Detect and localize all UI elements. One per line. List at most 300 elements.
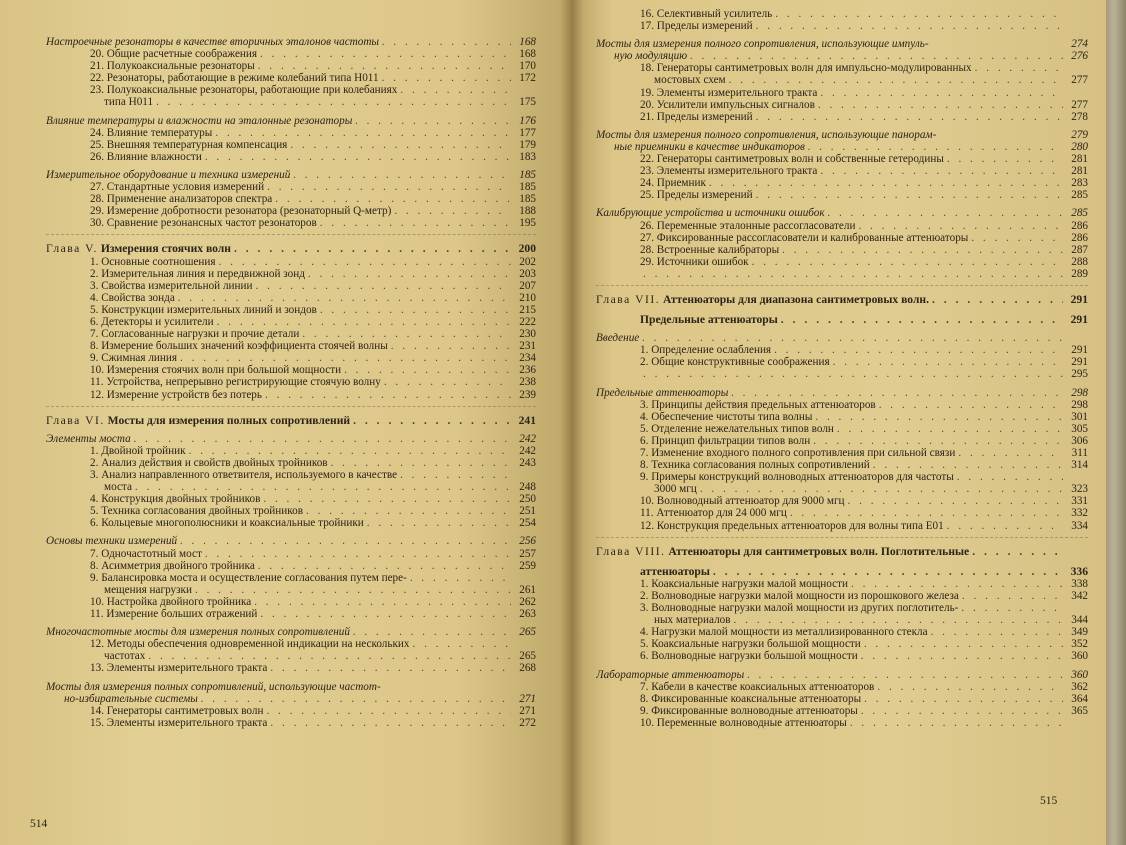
dot-leader [972, 546, 1063, 558]
entry-title: аттенюаторы [640, 565, 710, 578]
entry-title: 28. Встроенные калибраторы [640, 243, 780, 256]
page-ref: 311 [1071, 447, 1088, 459]
toc-entry [46, 340, 536, 352]
page-ref: 177 [519, 126, 536, 139]
dot-leader [275, 193, 511, 205]
toc-entry [596, 447, 1088, 459]
section-heading [46, 115, 536, 127]
dot-leader [384, 376, 511, 388]
dot-leader [818, 99, 1063, 111]
entry-title: 26. Переменные эталонные рассогласователи [640, 219, 856, 232]
toc-entry [46, 151, 536, 163]
page-ref: 291 [1070, 292, 1088, 306]
page-ref: 256 [519, 535, 536, 548]
dot-leader [353, 415, 511, 427]
entry-title: 29. Источники ошибок [640, 255, 749, 268]
page-ref: 172 [519, 72, 536, 85]
page-ref: 271 [519, 692, 536, 705]
page-ref: 278 [1071, 110, 1088, 123]
dot-leader [234, 243, 511, 255]
dot-leader [947, 520, 1063, 532]
page-ref: 265 [519, 650, 536, 663]
entry-title: 23. Полукоаксиальные резонаторы, работающие при колебаниях [90, 84, 398, 97]
section-heading [46, 681, 536, 693]
entry-title: 1. Определение ослабления [640, 344, 772, 357]
chapter-rule [596, 537, 1088, 538]
entry-title: мещения нагрузки [104, 583, 192, 596]
entry-title: 3. Свойства измерительной линии [90, 279, 253, 292]
dot-leader [815, 411, 1063, 423]
dot-leader [837, 423, 1063, 435]
toc-entry [46, 560, 536, 572]
entry-title: 5. Техника согласования двойных тройников [90, 505, 304, 518]
dot-leader [850, 717, 1063, 729]
right-toc [596, 8, 1088, 729]
dot-leader [782, 244, 1063, 256]
entry-title: 11. Устройства, непрерывно регистрирующие стоячую волну [90, 376, 381, 389]
page-ref: 323 [1071, 483, 1088, 496]
page-ref: 301 [1071, 410, 1088, 423]
page-ref: 285 [1071, 207, 1088, 220]
entry-title: 10. Волноводный аттенюатор для 9000 мгц [640, 495, 845, 508]
dot-leader [215, 127, 511, 139]
toc-entry [596, 232, 1088, 244]
entry-title: 2. Волноводные нагрузки малой мощности из порошкового железа [640, 589, 959, 602]
page-ref: 332 [1071, 507, 1088, 520]
toc-entry [46, 517, 536, 529]
page-ref: 188 [519, 205, 536, 218]
entry-title: 27. Стандартные условия измерений [90, 181, 265, 194]
entry-title: 2. Общие конструктивные соображения [640, 356, 830, 369]
toc-entry [46, 127, 536, 139]
entry-title: ные приемники в качестве индикаторов [614, 140, 805, 153]
chapter-heading [46, 243, 536, 255]
page-ref: 268 [519, 662, 536, 675]
page-ref: 175 [519, 96, 536, 109]
entry-title: 16. Селективный усилитель [640, 8, 773, 20]
entry-title: 15. Элементы измерительного тракта [90, 716, 268, 729]
dot-leader [971, 232, 1063, 244]
dot-leader [267, 181, 511, 193]
page-ref: 286 [1071, 219, 1088, 232]
page-number-right: 515 [1040, 795, 1058, 807]
page-ref: 241 [518, 413, 536, 427]
entry-title: 3000 мгц [654, 483, 697, 496]
entry-title: 24. Приемник [640, 177, 706, 190]
toc-entry [596, 256, 1088, 268]
toc-entry [46, 505, 536, 517]
entry-title: Мосты для измерения полных сопротивлений, использующие частот- [46, 680, 381, 693]
page-ref: 277 [1071, 98, 1088, 111]
dot-leader [331, 457, 511, 469]
dot-leader [306, 505, 511, 517]
toc-entry [46, 596, 536, 608]
chapter-label: Глава VIII. [596, 545, 666, 558]
dot-leader [320, 217, 511, 229]
entry-title: 23. Элементы измерительного тракта [640, 165, 818, 178]
toc-entry [596, 423, 1088, 435]
page-ref: 305 [1071, 422, 1088, 435]
entry-title: 9. Примеры конструкций волноводных аттенюаторов для частоты [640, 471, 954, 484]
entry-title: 21. Пределы измерений [640, 110, 753, 123]
toc-entry [46, 316, 536, 328]
page-ref: 195 [519, 217, 536, 230]
page-ref: 242 [519, 444, 536, 457]
page-ref: 288 [1071, 255, 1088, 268]
dot-leader [134, 433, 511, 445]
entry-title: 12. Конструкция предельных аттенюаторов для волны типа E01 [640, 519, 944, 532]
toc-entry [596, 368, 1088, 380]
section-heading [46, 36, 536, 48]
entry-title: 5. Конструкции измерительных линий и зондов [90, 303, 317, 316]
toc-entry [46, 469, 536, 481]
dot-leader [355, 115, 511, 127]
toc-entry [596, 566, 1088, 578]
page-ref: 291 [1071, 356, 1088, 369]
chapter-title: Аттенюаторы для диапазона сантиметровых волн. [663, 293, 929, 306]
entry-title: 4. Нагрузки малой мощности из металлизированного стекла [640, 626, 928, 639]
entry-title: 25. Внешняя температурная компенсация [90, 138, 288, 151]
dot-leader [820, 165, 1063, 177]
page-ref: 236 [519, 364, 536, 377]
dot-leader [256, 280, 512, 292]
toc-entry [46, 181, 536, 193]
toc-entry [46, 139, 536, 151]
page-ref: 248 [519, 481, 536, 494]
page-ref: 251 [519, 505, 536, 518]
page-ref: 176 [519, 114, 536, 127]
dot-leader [382, 72, 511, 84]
toc-entry [596, 693, 1088, 705]
dot-leader [394, 205, 511, 217]
dot-leader [353, 626, 511, 638]
page-ref: 254 [519, 517, 536, 530]
section-heading [596, 129, 1088, 141]
dot-leader [731, 387, 1063, 399]
toc-entry [46, 328, 536, 340]
page-ref: 344 [1071, 614, 1088, 627]
page-ref: 271 [519, 704, 536, 717]
page-ref: 281 [1071, 153, 1088, 166]
dot-leader [308, 268, 511, 280]
dot-leader [344, 364, 511, 376]
entry-title: 4. Обеспечение чистоты типа волны [640, 410, 813, 423]
dot-leader [258, 60, 511, 72]
entry-title: моста [104, 481, 132, 494]
toc-entry [596, 189, 1088, 201]
right-page [570, 0, 1106, 845]
toc-entry [596, 435, 1088, 447]
entry-title: 12. Методы обеспечения одновременной индикации на нескольких [90, 638, 410, 651]
entry-title: 20. Усилители импульсных сигналов [640, 98, 815, 111]
page-ref: 291 [1070, 313, 1088, 327]
entry-title: 5. Отделение нежелательных типов волн [640, 422, 834, 435]
page-ref: 183 [519, 150, 536, 163]
dot-leader [947, 153, 1063, 165]
dot-leader [848, 495, 1063, 507]
toc-entry [46, 304, 536, 316]
toc-entry [46, 205, 536, 217]
entry-title: ную модуляцию [614, 50, 688, 63]
entry-title: 18. Генераторы сантиметровых волн для импульсно-модулированных [640, 62, 972, 75]
page-ref: 168 [519, 48, 536, 61]
dot-leader [734, 614, 1063, 626]
dot-leader [400, 84, 511, 96]
dot-leader [391, 340, 511, 352]
entry-title: 30. Сравнение резонансных частот резонаторов [90, 217, 317, 230]
toc-entry [596, 520, 1088, 532]
entry-title: 7. Согласованные нагрузки и прочие детали [90, 328, 300, 341]
entry-title: 3. Волноводные нагрузки малой мощности из других поглотитель- [640, 602, 959, 615]
page-ref: 185 [519, 193, 536, 206]
page-number-left: 514 [30, 818, 48, 830]
entry-title: Настроечные резонаторы в качестве вторичных эталонов частоты [46, 36, 379, 48]
toc-entry [596, 705, 1088, 717]
page-ref: 291 [1071, 344, 1088, 357]
section-heading [596, 332, 1088, 344]
page-ref: 365 [1071, 704, 1088, 717]
dot-leader [178, 292, 511, 304]
dot-leader [135, 481, 511, 493]
toc-entry [596, 50, 1088, 62]
section-heading [46, 535, 536, 547]
page-ref: 349 [1071, 626, 1088, 639]
dot-leader [781, 314, 1063, 326]
dot-leader [833, 356, 1063, 368]
toc-entry [596, 495, 1088, 507]
page-ref: 243 [519, 456, 536, 469]
toc-entry [596, 74, 1088, 86]
dot-leader [700, 483, 1063, 495]
toc-entry [596, 8, 1088, 20]
dot-leader [729, 74, 1063, 86]
toc-entry [46, 457, 536, 469]
toc-entry [596, 626, 1088, 638]
chapter-label: Глава V. [46, 243, 98, 256]
toc-entry [596, 268, 1088, 280]
toc-entry [596, 483, 1088, 495]
dot-leader [410, 572, 511, 584]
entry-title: 8. Фиксированные коаксиальные аттенюаторы [640, 692, 862, 705]
entry-title: 3. Анализ направленного ответвителя, используемого в качестве [90, 469, 398, 481]
entry-title: 4. Свойства зонда [90, 291, 175, 304]
entry-title: Многочастотные мосты для измерения полных сопротивлений [46, 626, 350, 639]
dot-leader [820, 87, 1063, 99]
entry-title: 10. Настройка двойного тройника [90, 595, 252, 608]
toc-entry [46, 48, 536, 60]
dot-leader [931, 626, 1063, 638]
toc-entry [596, 165, 1088, 177]
dot-leader [270, 717, 511, 729]
page-ref: 179 [519, 138, 536, 151]
chapter-heading [596, 546, 1088, 558]
entry-title: 6. Волноводные нагрузки большой мощности [640, 650, 858, 663]
toc-entry [596, 62, 1088, 74]
dot-leader [851, 578, 1063, 590]
toc-entry [46, 572, 536, 584]
entry-title: 2. Анализ действия и свойств двойных тройников [90, 456, 328, 469]
page-ref: 283 [1071, 177, 1088, 190]
page-ref: 287 [1071, 243, 1088, 256]
entry-title: 22. Генераторы сантиметровых волн и собственные гетеродины [640, 153, 944, 166]
toc-entry [46, 376, 536, 388]
toc-entry [46, 548, 536, 560]
toc-entry [46, 638, 536, 650]
dot-leader [260, 48, 511, 60]
page-ref: 215 [519, 303, 536, 316]
toc-entry [46, 481, 536, 493]
toc-entry [596, 459, 1088, 471]
toc-entry [46, 256, 536, 268]
section-heading [596, 207, 1088, 219]
entry-title: Влияние температуры и влажности на эталонные резонаторы [46, 114, 353, 127]
dot-leader [861, 705, 1063, 717]
toc-entry [46, 280, 536, 292]
entry-title: 12. Измерение устройств без потерь [90, 388, 263, 401]
dot-leader [302, 328, 511, 340]
toc-entry [596, 411, 1088, 423]
entry-title: Введение [596, 332, 640, 345]
page-ref: 242 [519, 432, 536, 445]
dot-leader [808, 141, 1063, 153]
dot-leader [813, 435, 1063, 447]
dot-leader [254, 596, 511, 608]
toc-entry [596, 638, 1088, 650]
dot-leader [879, 399, 1063, 411]
entry-title: 8. Асимметрия двойного тройника [90, 559, 255, 572]
toc-entry [596, 471, 1088, 483]
page-ref: 295 [1071, 368, 1088, 381]
toc-entry [46, 292, 536, 304]
dot-leader [790, 507, 1063, 519]
entry-title: 27. Фиксированные рассогласователи и калиброванные аттенюаторы [640, 231, 969, 244]
entry-title [46, 415, 350, 427]
page-ref: 231 [519, 340, 536, 353]
page-ref: 250 [519, 493, 536, 506]
entry-title: но-избирательные системы [64, 692, 198, 705]
page-ref: 352 [1071, 638, 1088, 651]
entry-title: Лабораторные аттенюаторы [596, 668, 745, 681]
page-ref: 257 [519, 547, 536, 560]
toc-entry [596, 177, 1088, 189]
toc-entry [596, 590, 1088, 602]
dot-leader [412, 638, 511, 650]
entry-title: 2. Измерительная линия и передвижной зонд [90, 267, 305, 280]
entry-title: Мосты для измерения полного сопротивления, использующие панорам- [596, 128, 937, 141]
entry-title: 8. Техника согласования полных сопротивлений [640, 459, 870, 472]
dot-leader [643, 368, 1063, 380]
page-ref: 360 [1071, 668, 1088, 681]
dot-leader [958, 447, 1063, 459]
dot-leader [293, 169, 511, 181]
dot-leader [263, 493, 511, 505]
page-ref: 239 [519, 388, 536, 401]
page-ref: 336 [1070, 564, 1088, 578]
entry-title: 6. Принцип фильтрации типов волн [640, 434, 811, 447]
entry-title: 9. Фиксированные волноводные аттенюаторы [640, 704, 858, 717]
toc-entry [46, 72, 536, 84]
page-ref: 279 [1071, 128, 1088, 141]
dot-leader [864, 638, 1063, 650]
toc-entry [596, 602, 1088, 614]
dot-leader [217, 316, 511, 328]
toc-entry [596, 20, 1088, 32]
page-ref: 261 [519, 583, 536, 596]
section-heading [596, 387, 1088, 399]
page-ref: 170 [519, 60, 536, 73]
section-heading [596, 38, 1088, 50]
toc-entry [596, 614, 1088, 626]
dot-leader [642, 332, 1063, 344]
entry-title: Предельные аттенюаторы [640, 314, 778, 327]
dot-leader [189, 445, 511, 457]
chapter-rule [46, 234, 536, 235]
toc-entry [46, 268, 536, 280]
page-ref: 272 [519, 716, 536, 729]
entry-title: 24. Влияние температуры [90, 126, 213, 139]
page-ref: 298 [1071, 386, 1088, 399]
dot-leader [961, 602, 1063, 614]
entry-title: 3. Принципы действия предельных аттенюаторов [640, 398, 876, 411]
entry-title: Измерительное оборудование и техника измерений [46, 168, 291, 181]
page-ref: 276 [1071, 50, 1088, 63]
dot-leader [643, 268, 1063, 280]
entry-title: Основы техники измерений [46, 535, 178, 548]
dot-leader [709, 177, 1063, 189]
toc-entry [596, 507, 1088, 519]
toc-entry [46, 217, 536, 229]
dot-leader [756, 189, 1063, 201]
entry-title: 9. Балансировка моста и осуществление согласования путем пере- [90, 571, 407, 584]
chapter-title: Мосты для измерения полных сопротивлений [107, 414, 351, 427]
dot-leader [713, 566, 1063, 578]
dot-leader [180, 535, 511, 547]
page-ref: 259 [519, 559, 536, 572]
entry-title: 8. Измерение больших значений коэффициента стоячей волны [90, 340, 388, 353]
page-ref: 298 [1071, 398, 1088, 411]
entry-title: Калибрующие устройства и источники ошибок [596, 207, 825, 220]
entry-title: 20. Общие расчетные соображения [90, 48, 258, 61]
dot-leader [219, 256, 511, 268]
toc-entry [596, 99, 1088, 111]
entry-title: 5. Коаксиальные нагрузки большой мощности [640, 638, 861, 651]
entry-title: Предельные аттенюаторы [596, 386, 729, 399]
toc-entry [596, 681, 1088, 693]
toc-entry [46, 84, 536, 96]
dot-leader [756, 111, 1063, 123]
entry-title: ных материалов [654, 614, 731, 627]
entry-title: 25. Пределы измерений [640, 189, 753, 202]
entry-title: 11. Измерение больших отражений [90, 608, 258, 621]
entry-title: 22. Резонаторы, работающие в режиме колебаний типа H011 [90, 72, 379, 85]
entry-title [596, 294, 929, 306]
entry-title: типа H011 [104, 96, 154, 109]
dot-leader [367, 517, 511, 529]
entry-title: 13. Элементы измерительного тракта [90, 662, 268, 675]
entry-title: 7. Изменение входного полного сопротивления при сильной связи [640, 447, 956, 459]
toc-entry [596, 399, 1088, 411]
entry-title: Элементы моста [46, 432, 131, 445]
entry-title: 10. Переменные волноводные аттенюаторы [640, 716, 847, 729]
dot-leader [858, 220, 1063, 232]
page-ref: 289 [1071, 267, 1088, 280]
left-toc [46, 36, 536, 729]
toc-entry [596, 87, 1088, 99]
dot-leader [382, 36, 511, 48]
page-ref: 338 [1071, 577, 1088, 590]
dot-leader [690, 50, 1063, 62]
dot-leader [752, 256, 1063, 268]
